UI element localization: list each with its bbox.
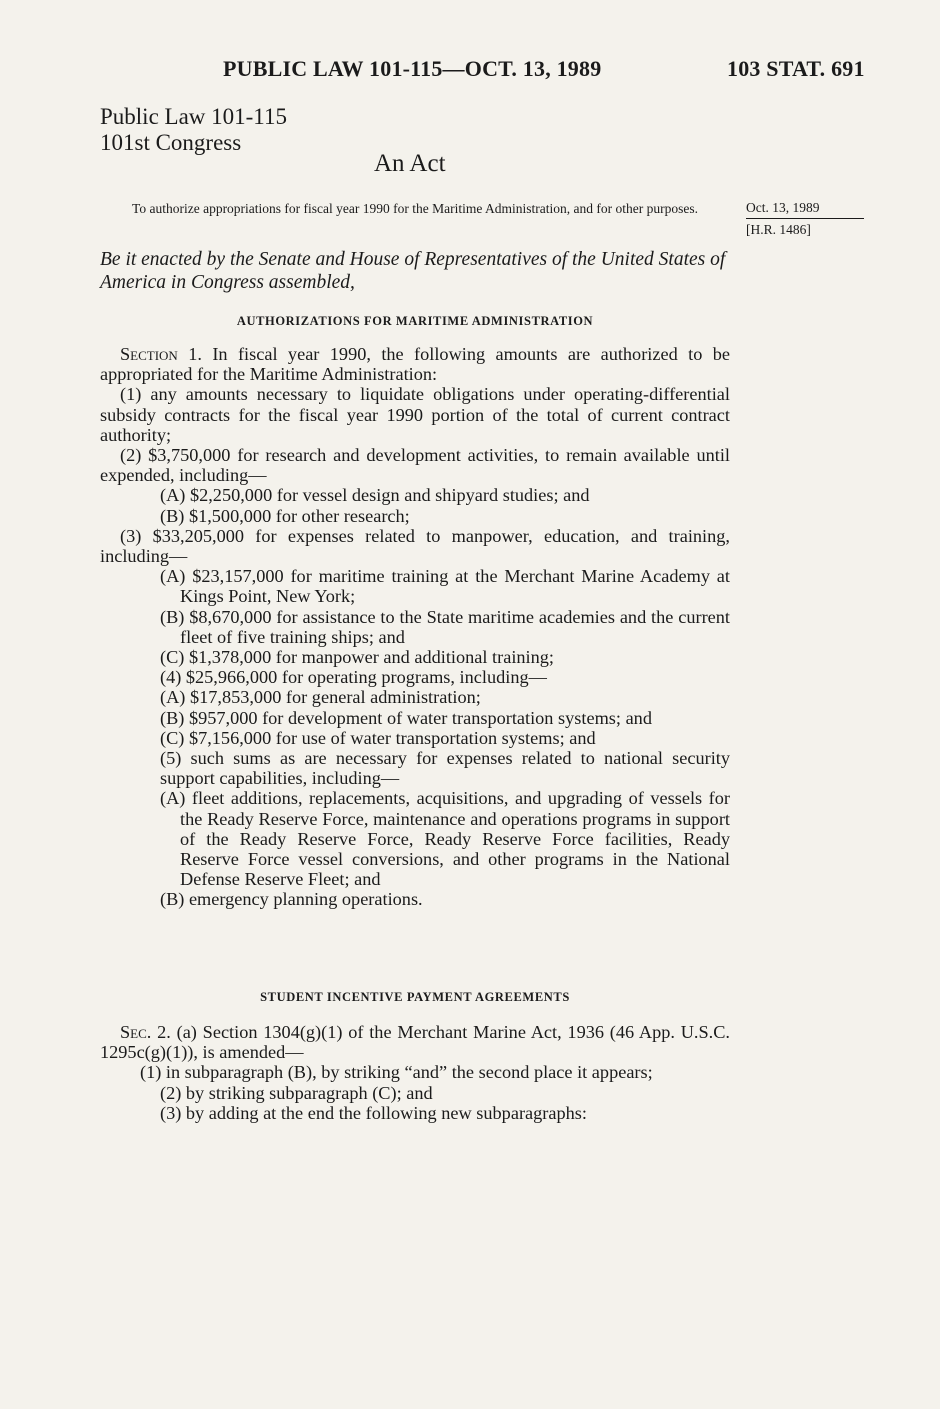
stat-citation: 103 STAT. 691 (727, 56, 865, 81)
section1-para-4b: (B) $957,000 for development of water transportation systems; and (160, 707, 652, 728)
section2-heading: STUDENT INCENTIVE PAYMENT AGREEMENTS (260, 990, 570, 1004)
section1-intro-text: 1. In fiscal year 1990, the following amounts are authorized to be appropriated for the Maritime Administration: (100, 344, 730, 385)
section2-para-1: (1) in subparagraph (B), by striking “and” the second place it appears; (140, 1062, 653, 1083)
section1-para-4c: (C) $7,156,000 for use of water transportation systems; and (160, 727, 596, 748)
section1-para-2a: (A) $2,250,000 for vessel design and shipyard studies; and (160, 485, 590, 506)
section1-intro (100, 344, 730, 384)
section1-para-3: (3) $33,205,000 for expenses related to manpower, education, and training, including— (100, 525, 730, 567)
section1-para-2: (2) $3,750,000 for research and development activities, to remain available until expended, including— (100, 445, 730, 486)
section2-para-2: (2) by striking subparagraph (C); and (160, 1082, 433, 1103)
section1-label: Section (120, 344, 178, 364)
running-title: PUBLIC LAW 101-115—OCT. 13, 1989 (223, 56, 602, 81)
enacting-clause: Be it enacted by the Senate and House of Representatives of the United States of America in Congress assembled, (100, 249, 726, 293)
section1-heading: AUTHORIZATIONS FOR MARITIME ADMINISTRATION (236, 314, 594, 328)
section1-body (100, 344, 730, 910)
section2-body (100, 1022, 730, 1123)
section1-para-5a: (A) fleet additions, replacements, acquisitions, and upgrading of vessels for the Ready Reserve Force, maintenance and operations programs in support of the Ready Reserve Force, Ready Reserve Force facilities, Ready Reserve Force vessel conversions, and other programs in the National Defense Reserve Fleet; and (160, 788, 730, 890)
section2-intro-text: 2. (a) Section 1304(g)(1) of the Merchant Marine Act, 1936 (46 App. U.S.C. 1295c(g)(1)), is amended— (100, 1022, 730, 1063)
section1-para-4a: (A) $17,853,000 for general administration; (160, 687, 481, 708)
law-number: Public Law 101-115 (100, 104, 287, 129)
section2-intro (100, 1022, 730, 1062)
section1-para-1: (1) any amounts necessary to liquidate obligations under operating-differential subsidy contracts for the fiscal year 1990 portion of the total of current contract authority; (100, 384, 730, 445)
section1-para-3c: (C) $1,378,000 for manpower and additional training; (160, 647, 554, 668)
section1-para-4: (4) $25,966,000 for operating programs, including— (160, 667, 547, 688)
margin-rule (746, 218, 864, 219)
margin-bill-number: [H.R. 1486] (746, 222, 811, 237)
section2-label: Sec. (120, 1022, 152, 1042)
margin-date: Oct. 13, 1989 (746, 200, 820, 215)
section1-para-2b: (B) $1,500,000 for other research; (160, 505, 410, 526)
congress-number: 101st Congress (100, 130, 242, 155)
section1-para-5: (5) such sums as are necessary for expenses related to national security support capabilities, including— (160, 748, 730, 789)
section1-para-5b: (B) emergency planning operations. (160, 889, 423, 910)
act-title: An Act (374, 150, 446, 177)
section1-para-3a: (A) $23,157,000 for maritime training at the Merchant Marine Academy at Kings Point, New York; (160, 566, 730, 607)
section2-para-3: (3) by adding at the end the following new subparagraphs: (160, 1102, 587, 1123)
section1-para-3b: (B) $8,670,000 for assistance to the State maritime academies and the current fleet of five training ships; and (160, 606, 730, 647)
purpose-text: To authorize appropriations for fiscal year 1990 for the Maritime Administration, and for other purposes. (132, 201, 698, 216)
